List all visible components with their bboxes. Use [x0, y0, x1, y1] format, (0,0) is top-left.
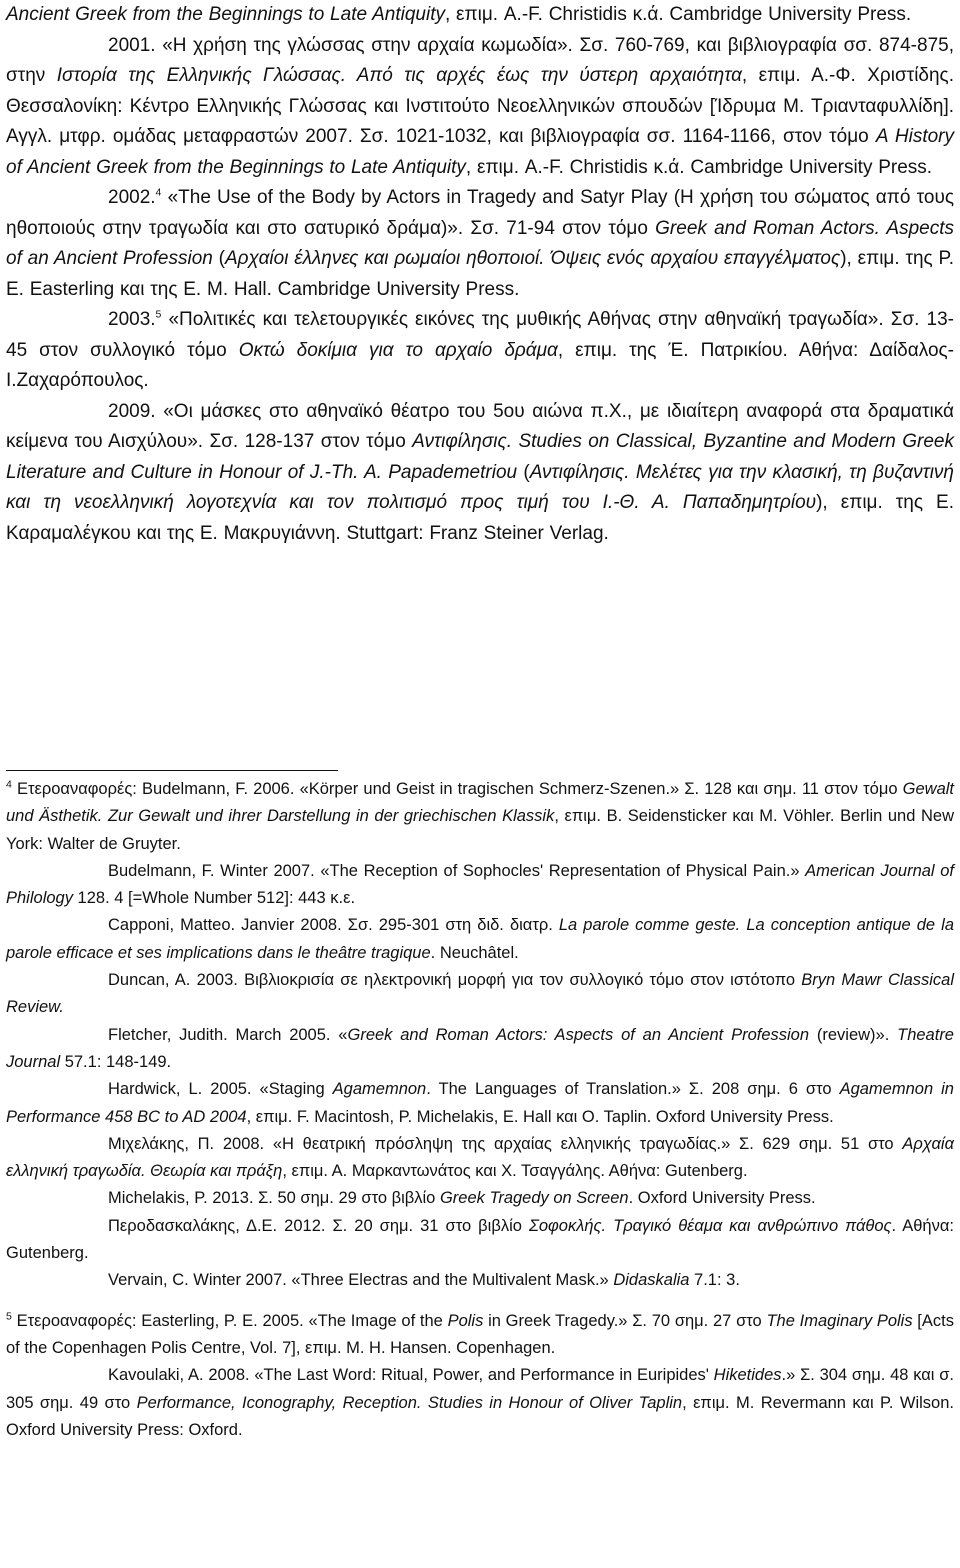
bibliography-entry: 2001. «Η χρήση της γλώσσας στην αρχαία κωμωδία». Σσ. 760-769, και βιβλιογραφία σσ. 874-875, στην Ιστορία της Ελληνικής Γλώσσας. Από τις αρχές έως την ύστερη αρχαιότητα, επιμ. Α.-Φ. Χριστίδης. Θεσσαλονίκη: Κέντρο Ελληνικής Γλώσσας και Ινστιτούτο Νεοελληνικών σπουδών [Ίδρυμα Μ. Τριανταφυλλίδη]. Αγγλ. μτφρ. ομάδας μεταφραστών 2007. Σσ. 1021-1032, και βιβλιογραφία σσ. 1164-1166, στον τόμο A History of Ancient Greek from the Beginnings to Late Antiquity, επιμ. A.-F. Christidis κ.ά. Cambridge University Press. — [6, 34, 954, 178]
footnote-entry: Budelmann, F. Winter 2007. «The Reception of Sophocles' Representation of Physical Pain.» American Journal of Philology 128. 4 [=Whole Number 512]: 443 κ.ε. — [6, 861, 954, 908]
footnote-entry: Duncan, A. 2003. Βιβλιοκρισία σε ηλεκτρονική μορφή για τον συλλογικό τόμο στον ιστότοπο Bryn Mawr Classical Review. — [6, 971, 954, 1017]
bibliography-body — [6, 0, 954, 549]
bibliography-entry: 2002.$^4$ «The Use of the Body by Actors in Tragedy and Satyr Play (Η χρήση του σώματος από τους ηθοποιούς στην τραγωδία και στο σατυρικό δράμα)». Σσ. 71-94 στον τόμο Greek and Roman Actors. Aspects of an Ancient Profession (Αρχαίοι έλληνες και ρωμαίοι ηθοποιοί. Όψεις ενός αρχαίου επαγγέλματος), επιμ. της P. E. Easterling και της E. M. Hall. Cambridge University Press. — [6, 186, 954, 300]
footnote-entry: Μιχελάκης, Π. 2008. «Η θεατρική πρόσληψη της αρχαίας ελληνικής τραγωδίας.» Σ. 629 σημ. 51 στο Αρχαία ελληνική τραγωδία. Θεωρία και πράξη, επιμ. Α. Μαρκαντωνάτος και Χ. Τσαγγάλης. Αθήνα: Gutenberg. — [6, 1134, 954, 1181]
footnote-entry: Capponi, Matteo. Janvier 2008. Σσ. 295-301 στη διδ. διατρ. La parole comme geste. La conception antique de la parole efficace et ses implications dans le theâtre tragique. Neuchâtel. — [6, 916, 954, 962]
bibliography-entry: 2009. «Οι μάσκες στο αθηναϊκό θέατρο του 5ου αιώνα π.Χ., με ιδιαίτερη αναφορά στα δραματικά κείμενα του Αισχύλου». Σσ. 128-137 στον τόμο Αντιφίλησις. Studies on Classical, Byzantine and Modern Greek Literature and Culture in Honour of J.-Th. A. Papademetriou (Αντιφίλησις. Μελέτες για την κλασική, τη βυζαντινή και τη νεοελληνική λογοτεχνία και τον πολιτισμό προς τιμή του Ι.-Θ. Α. Παπαδημητρίου), επιμ. της E. Καραμαλέγκου και της E. Μακρυγιάννη. Stuttgart: Franz Steiner Verlag. — [6, 400, 955, 544]
footnote-entry: Fletcher, Judith. March 2005. «Greek and Roman Actors: Aspects of an Ancient Profession (review)». Theatre Journal 57.1: 148-149. — [6, 1025, 954, 1071]
bibliography-entry: Ancient Greek from the Beginnings to Late Antiquity, επιμ. A.-F. Christidis κ.ά. Cambridge University Press. — [6, 4, 912, 25]
footnote-entry: Vervain, C. Winter 2007. «Three Electras and the Multivalent Mask.» Didaskalia 7.1: 3. — [108, 1271, 740, 1290]
footnote-entry: Περοδασκαλάκης, Δ.Ε. 2012. Σ. 20 σημ. 31 στο βιβλίο Σοφοκλής. Τραγικό θέαμα και ανθρώπινο πάθος. Αθήνα: Gutenberg. — [6, 1216, 954, 1263]
footnote-entry: Michelakis, P. 2013. Σ. 50 σημ. 29 στο βιβλίο Greek Tragedy on Screen. Oxford University Press. — [108, 1189, 816, 1208]
footnote-entry: Kavoulaki, A. 2008. «The Last Word: Ritual, Power, and Performance in Euripides' Hiketides.» Σ. 304 σημ. 48 και σ. 305 σημ. 49 στο Performance, Iconography, Reception. Studies in Honour of Oliver Taplin, επιμ. M. Revermann και P. Wilson. Oxford University Press: Oxford. — [6, 1366, 954, 1439]
footnote-entry: Hardwick, L. 2005. «Staging Agamemnon. The Languages of Translation.» Σ. 208 σημ. 6 στο Agamemnon in Performance 458 BC to AD 2004, επιμ. F. Macintosh, P. Michelakis, E. Hall και O. Taplin. Oxford University Press. — [6, 1080, 954, 1126]
document-page — [6, 0, 955, 1439]
footnote-4: $^4$ Ετεροαναφορές: Budelmann, F. 2006. «Körper und Geist in tragischen Schmerz-Szenen.» Σ. 128 και σημ. 11 στον τόμο Gewalt und Ästhetik. Zur Gewalt und ihrer Darstellung in der griechischen Klassik, επιμ. B. Seidensticker και M. Vöhler. Berlin und New York: Walter de Gruyter. — [6, 778, 954, 853]
footnote-separator — [6, 770, 338, 771]
footnote-5: $^5$ Ετεροαναφορές: Easterling, P. E. 2005. «The Image of the Polis in Greek Tragedy.» Σ. 70 σημ. 27 στο The Imaginary Polis [Acts of the Copenhagen Polis Centre, Vol. 7], επιμ. M. H. Hansen. Copenhagen. — [6, 1310, 954, 1357]
bibliography-entry: 2003.$^5$ «Πολιτικές και τελετουργικές εικόνες της μυθικής Αθήνας στην αθηναϊκή τραγωδία». Σσ. 13-45 στον συλλογικό τόμο Οκτώ δοκίμια για το αρχαίο δράμα, επιμ. της Έ. Πατρικίου. Αθήνα: Δαίδαλος-Ι.Ζαχαρόπουλος. — [6, 308, 954, 391]
footnotes — [6, 776, 954, 1444]
